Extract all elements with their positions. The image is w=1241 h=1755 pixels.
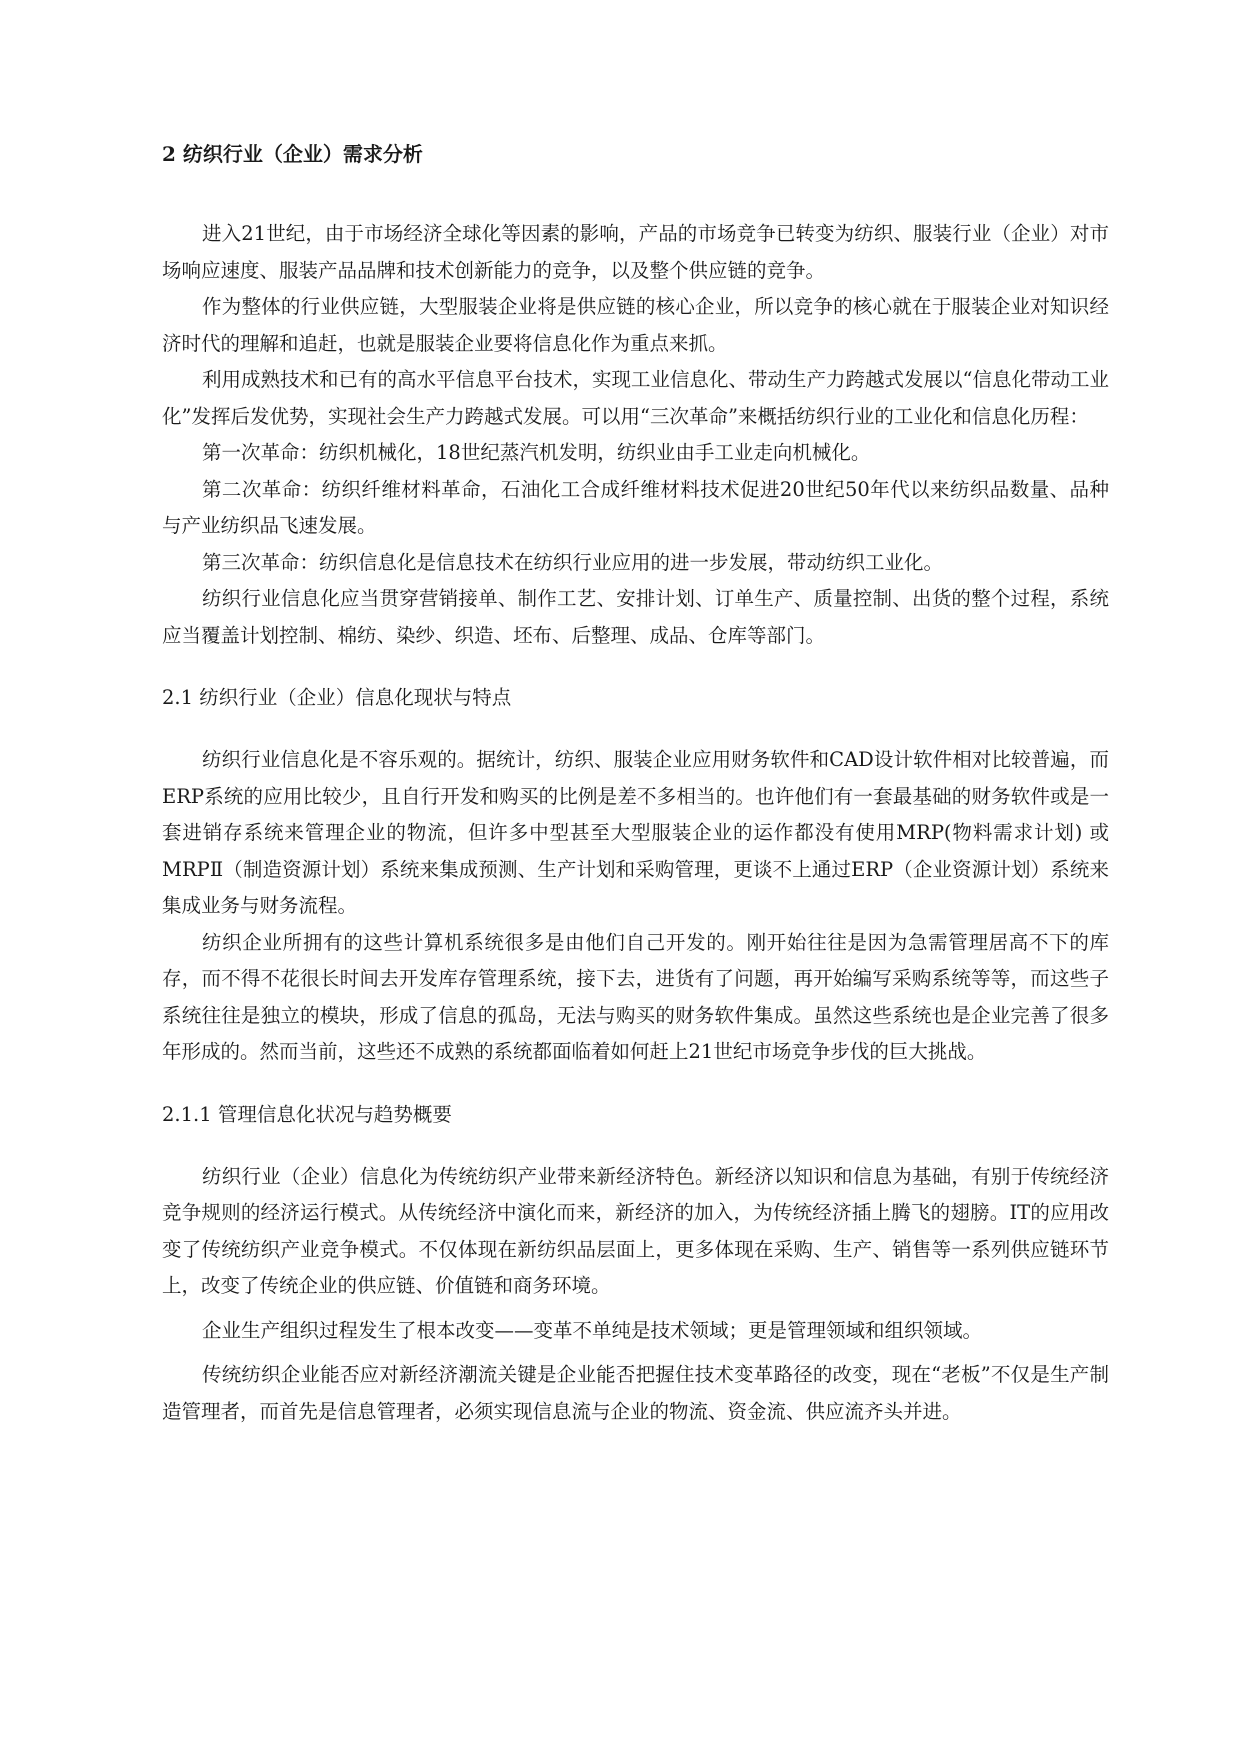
section-2-1-heading: 2.1 纺织行业（企业）信息化现状与特点 [162,686,512,709]
paragraph: 进入21世纪，由于市场经济全球化等因素的影响，产品的市场竞争已转变为纺织、服装行业（企业）对市场响应速度、服装产品品牌和技术创新能力的竞争，以及整个供应链的竞争。 [162,222,1109,282]
paragraph: 第三次革命：纺织信息化是信息技术在纺织行业应用的进一步发展，带动纺织工业化。 [202,550,944,574]
paragraph: 纺织行业信息化应当贯穿营销接单、制作工艺、安排计划、订单生产、质量控制、出货的整个过程，系统应当覆盖计划控制、棉纺、染纱、织造、坯布、后整理、成品、仓库等部门。 [162,587,1109,647]
paragraph: 第二次革命：纺织纤维材料革命，石油化工合成纤维材料技术促进20世纪50年代以来纺织品数量、品种与产业纺织品飞速发展。 [162,477,1109,537]
section-2-1-1-heading: 2.1.1 管理信息化状况与趋势概要 [162,1102,452,1126]
paragraph: 利用成熟技术和已有的高水平信息平台技术，实现工业信息化、带动生产力跨越式发展以“信息化带动工业化”发挥后发优势，实现社会生产力跨越式发展。可以用“三次革命”来概括纺织行业的工业化和信息化历程： [162,368,1109,428]
section-2-heading: 2 纺织行业（企业）需求分析 [162,142,423,166]
paragraph: 第一次革命：纺织机械化，18世纪蒸汽机发明，纺织业由手工业走向机械化。 [202,441,871,464]
paragraph: 作为整体的行业供应链，大型服装企业将是供应链的核心企业，所以竞争的核心就在于服装企业对知识经济时代的理解和追赶，也就是服装企业要将信息化作为重点来抓。 [162,295,1109,355]
paragraph: 传统纺织企业能否应对新经济潮流关键是企业能否把握住技术变革路径的改变，现在“老板”不仅是生产制造管理者，而首先是信息管理者，必须实现信息流与企业的物流、资金流、供应流齐头并进。 [162,1363,1109,1423]
paragraph: 纺织企业所拥有的这些计算机系统很多是由他们自己开发的。刚开始往往是因为急需管理居高不下的库存，而不得不花很长时间去开发库存管理系统，接下去，进货有了问题，再开始编写采购系统等等，而这些子系统往往是独立的模块，形成了信息的孤岛，无法与购买的财务软件集成。虽然这些系统也是企业完善了很多年形成的。然而当前，这些还不成熟的系统都面临着如何赶上21世纪市场竞争步伐的巨大挑战。 [162,930,1109,1063]
paragraph: 纺织行业信息化是不容乐观的。据统计，纺织、服装企业应用财务软件和CAD设计软件相对比较普遍，而ERP系统的应用比较少，且自行开发和购买的比例是差不多相当的。也许他们有一套最基础的财务软件或是一套进销存系统来管理企业的物流，但许多中型甚至大型服装企业的运作都没有使用MRP(物料需求计划) 或MRPⅡ（制造资源计划）系统来集成预测、生产计划和采购管理，更谈不上通过ERP（企业资源计划）系统来集成业务与财务流程。 [162,748,1109,917]
paragraph: 企业生产组织过程发生了根本改变——变革不单纯是技术领域；更是管理领域和组织领域。 [202,1318,983,1342]
paragraph: 纺织行业（企业）信息化为传统纺织产业带来新经济特色。新经济以知识和信息为基础，有别于传统经济竞争规则的经济运行模式。从传统经济中演化而来，新经济的加入，为传统经济插上腾飞的翅膀。IT的应用改变了传统纺织产业竞争模式。不仅体现在新纺织品层面上，更多体现在采购、生产、销售等一系列供应链环节上，改变了传统企业的供应链、价值链和商务环境。 [162,1164,1109,1297]
